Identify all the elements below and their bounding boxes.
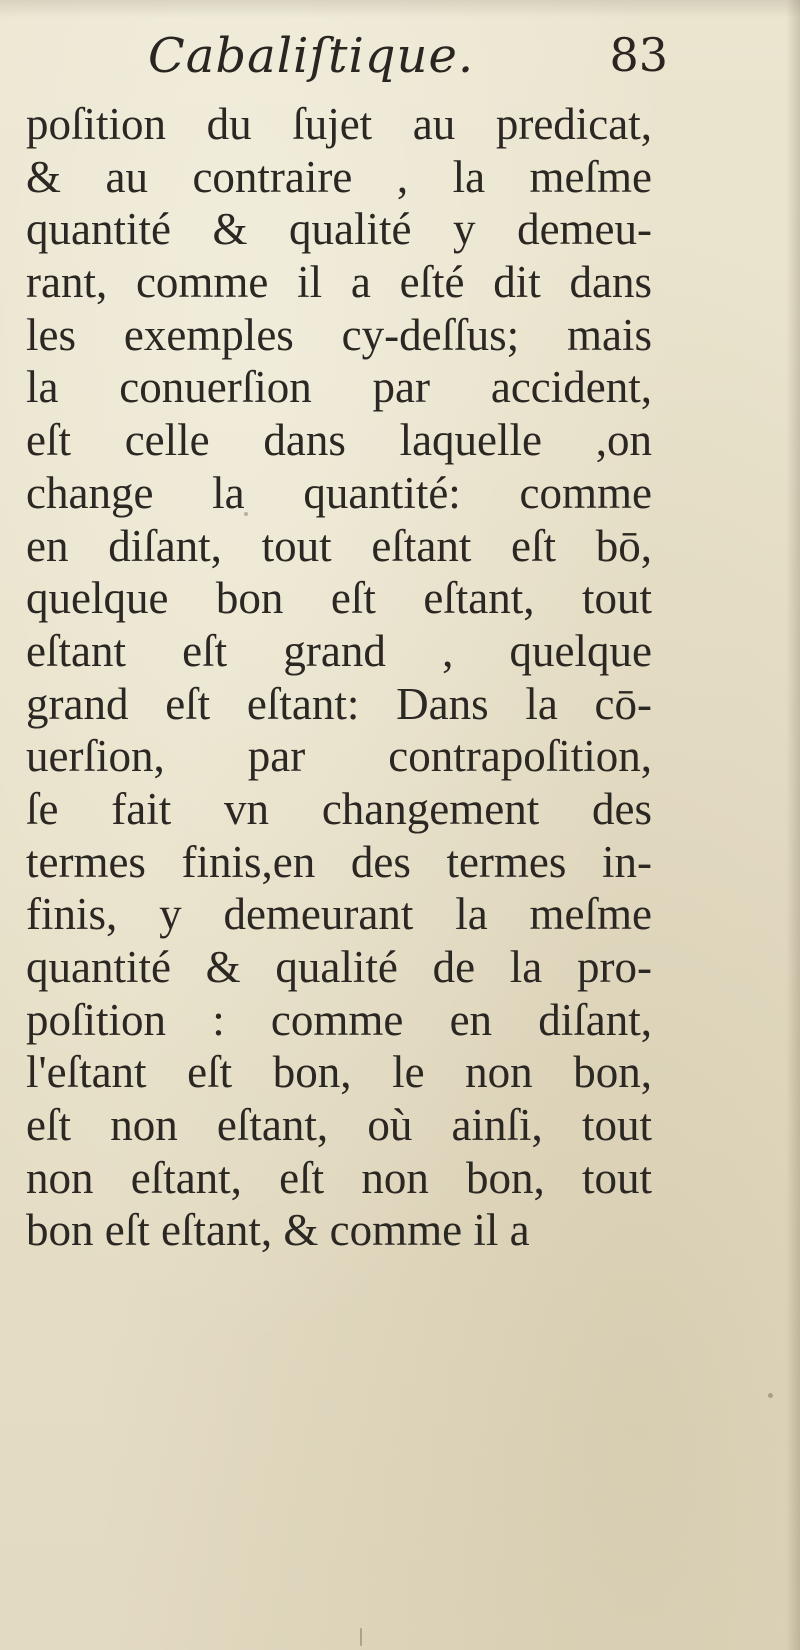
text-line: grand eſt eſtant: Dans la cō- (26, 678, 652, 729)
body-text (26, 98, 652, 1257)
text-line: poſition du ſujet au predicat, (26, 99, 652, 149)
running-head-title: Cabaliſtique. (148, 28, 475, 84)
paper-spot (360, 1628, 362, 1646)
text-line: l'eſtant eſt bon, le non bon, (26, 1047, 652, 1098)
text-line: finis, y demeurant la meſme (26, 889, 652, 940)
text-line: eſt celle dans laquelle ,on (26, 415, 652, 466)
text-line: & au contraire , la meſme (26, 151, 652, 202)
text-line: quantité & qualité y demeu- (26, 204, 652, 255)
page-number: 83 (609, 28, 668, 82)
text-line: quelque bon eſt eſtant, tout (26, 573, 652, 624)
text-line: ſe fait vn changement des (26, 783, 652, 834)
text-line: quantité & qualité de la pro- (26, 942, 652, 992)
text-line: change la quantité: comme (26, 467, 652, 518)
paper-spot (768, 1393, 773, 1398)
running-head (148, 28, 668, 98)
text-line: rant, comme il a eſté dit dans (26, 257, 652, 308)
text-line: bon eſt eſtant, & comme il a (26, 1205, 530, 1256)
text-line: termes finis,en des termes in- (26, 836, 652, 887)
text-line: en diſant, tout eſtant eſt bō, (26, 520, 652, 571)
text-line: eſt non eſtant, où ainſi, tout (26, 1100, 652, 1151)
text-line: non eſtant, eſt non bon, tout (26, 1152, 652, 1203)
paper-spot (244, 512, 248, 516)
text-line: eſtant eſt grand , quelque (26, 625, 652, 676)
text-line: la conuerſion par accident, (26, 362, 652, 413)
text-line: uerſion, par contrapoſition, (26, 731, 652, 782)
text-line: les exemples cy-deſſus; mais (26, 309, 652, 360)
text-line: poſition : comme en diſant, (26, 994, 652, 1045)
